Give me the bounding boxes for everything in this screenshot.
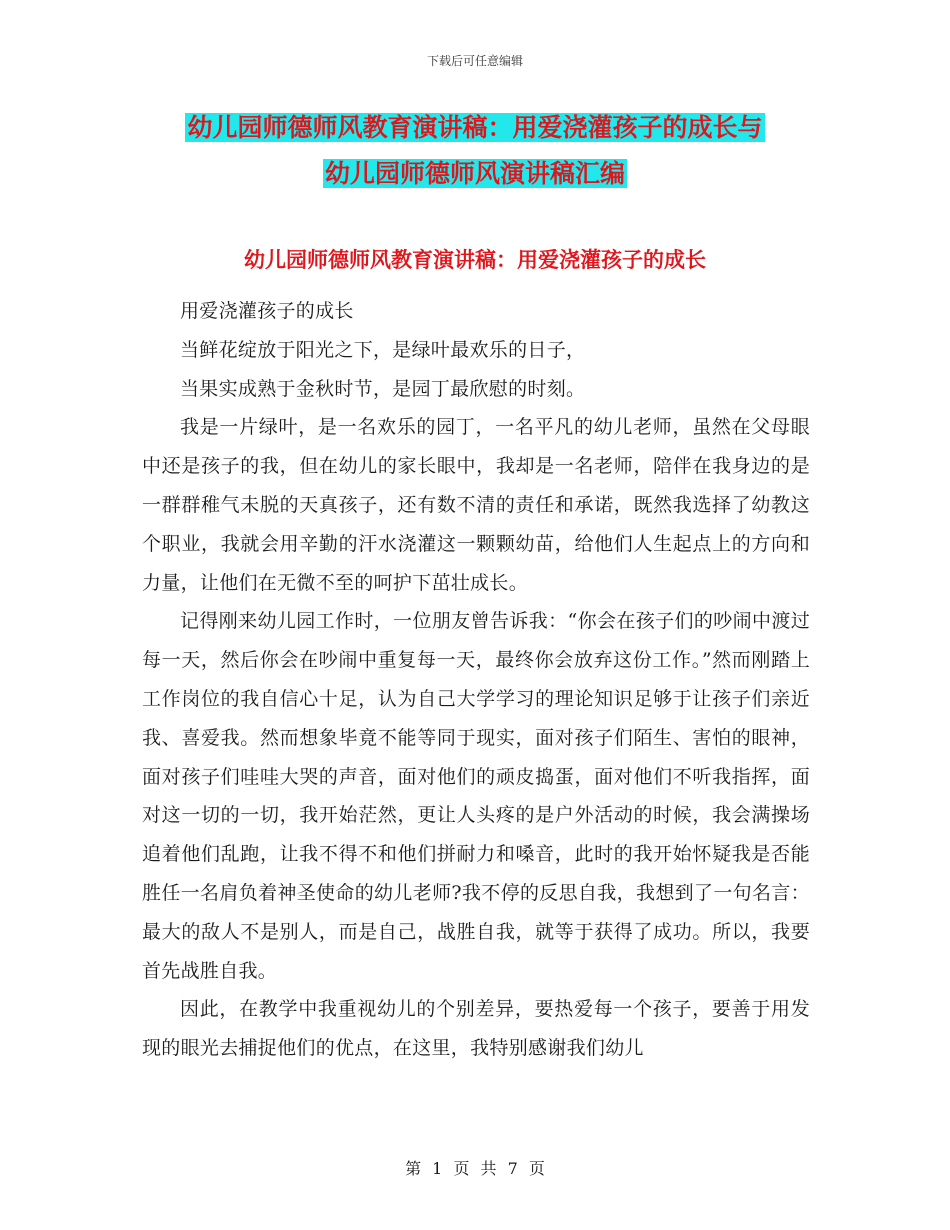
page-number-footer: 第 1 页 共 7 页: [405, 1159, 545, 1178]
document-body: [142, 292, 810, 1068]
paragraph: 用爱浇灌孩子的成长: [180, 300, 354, 322]
document-title-line-1: [0, 108, 950, 148]
document-title-line-2-text: 幼儿园师德师风演讲稿汇编: [324, 159, 625, 188]
paragraph: 当果实成熟于金秋时节，是园丁最欣慰的时刻。: [180, 377, 586, 400]
paragraph: 记得刚来幼儿园工作时，一位朋友曾告诉我：“你会在孩子们的吵闹中渡过每一天，然后你会在吵闹中重复每一天，最终你会放弃这份工作。”然而刚踏上工作岗位的我自信心十足，认为自己大学学习的理论知识足够于让孩子们亲近我、喜爱我。然而想象毕竟不能等同于现实，面对孩子们陌生、害怕的眼神，面对孩子们哇哇大哭的声音，面对他们的顽皮捣蛋，面对他们不听我指挥，面对这一切的一切，我开始茫然，更让人头疼的是户外活动的时候，我会满操场追着他们乱跑，让我不得不和他们拼耐力和嗓音，此时的我开始怀疑我是否能胜任一名肩负着神圣使命的幼儿老师?我不停的反思自我，我想到了一句名言：最大的敌人不是别人，而是自己，战胜自我，就等于获得了成功。所以，我要首先战胜自我。: [142, 610, 810, 982]
paragraph: 因此，在教学中我重视幼儿的个别差异，要热爱每一个孩子，要善于用发现的眼光去捕捉他们的优点，在这里，我特别感谢我们幼儿: [142, 998, 810, 1060]
document-title-line-1-text: 幼儿园师德师风教育演讲稿：用爱浇灌孩子的成长与: [187, 113, 763, 142]
section-title: 幼儿园师德师风教育演讲稿：用爱浇灌孩子的成长: [244, 248, 706, 272]
paragraph: 我是一片绿叶，是一名欢乐的园丁，一名平凡的幼儿老师，虽然在父母眼中还是孩子的我，但在幼儿的家长眼中，我却是一名老师，陪伴在我身边的是一群群稚气未脱的天真孩子，还有数不清的责任和承诺，既然我选择了幼教这个职业，我就会用辛勤的汗水浇灌这一颗颗幼苗，给他们人生起点上的方向和力量，让他们在无微不至的呵护下茁壮成长。: [142, 416, 810, 594]
page-header-note: 下载后可任意编辑: [426, 54, 523, 68]
paragraph: 当鲜花绽放于阳光之下，是绿叶最欢乐的日子，: [180, 338, 586, 361]
document-title-line-2: [0, 154, 950, 194]
